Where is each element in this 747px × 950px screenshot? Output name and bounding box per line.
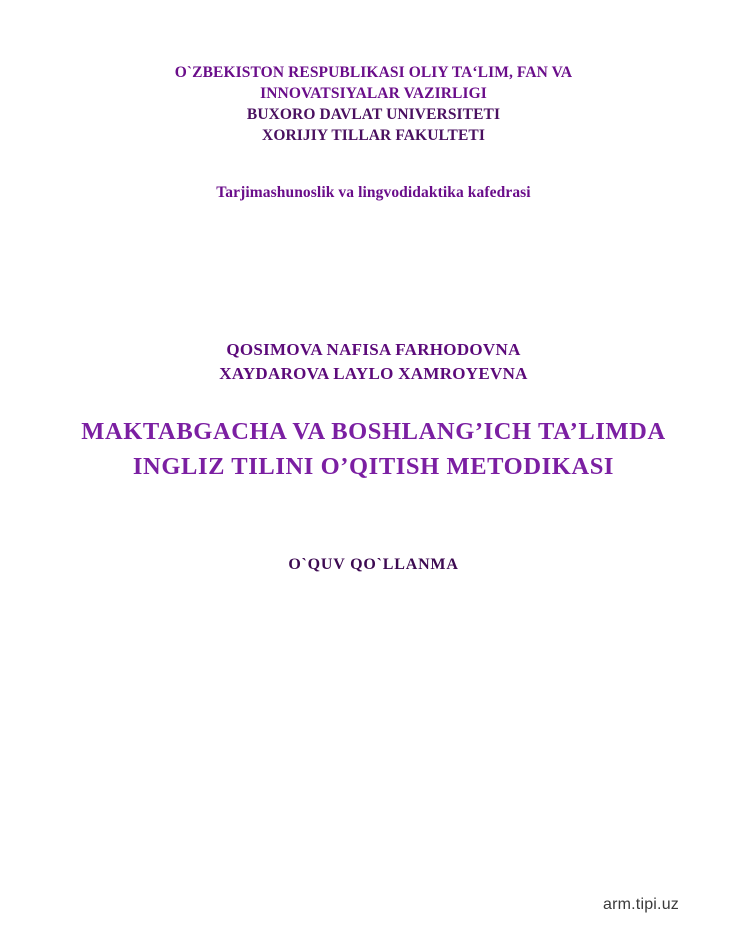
document-type-subtitle: O`QUV QO`LLANMA: [288, 556, 459, 573]
header-line-1: O`ZBEKISTON RESPUBLIKASI OLIY TA‘LIM, FAN VA: [174, 64, 573, 81]
institution-header: [0, 62, 747, 146]
author-name: XAYDAROVA LAYLO XAMROYEVNA: [219, 364, 528, 383]
department-line: Tarjimashunoslik va lingvodidaktika kafedrasi: [216, 184, 531, 201]
header-line-4: XORIJIY TILLAR FAKULTETI: [262, 127, 485, 144]
document-page: [0, 62, 747, 950]
page-title: MAKTABGACHA VA BOSHLANG’ICH TA’LIMDA INGLIZ TILINI O’QITISH METODIKASI: [81, 418, 666, 480]
watermark-label: arm.tipi.uz: [603, 896, 679, 913]
author-name: QOSIMOVA NAFISA FARHODOVNA: [226, 340, 521, 359]
authors-block: [0, 338, 747, 386]
header-line-2: INNOVATSIYALAR VAZIRLIGI: [260, 85, 487, 102]
header-line-3: BUXORO DAVLAT UNIVERSITETI: [246, 106, 501, 123]
